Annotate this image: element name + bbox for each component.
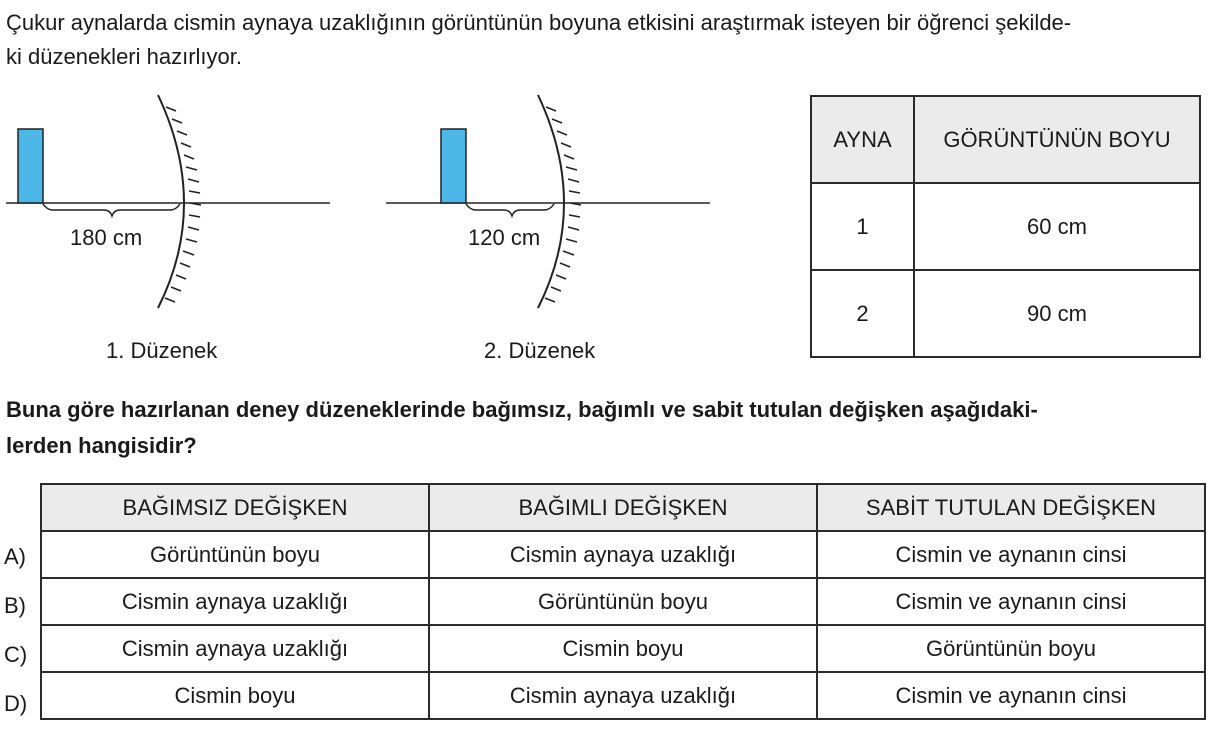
option-letter-b[interactable]: B) (4, 593, 26, 618)
results-row (811, 270, 1200, 357)
answer-cell: Cismin aynaya uzaklığı (429, 531, 817, 578)
answers-header-cell: BAĞIMLI DEĞİŞKEN (429, 484, 817, 531)
distance-brace (43, 204, 180, 216)
results-cell: 2 (811, 270, 914, 357)
option-letters (4, 532, 27, 728)
setup-caption-2: 2. Düzenek (484, 338, 596, 363)
answer-cell: Cismin ve aynanın cinsi (817, 672, 1205, 719)
setup-1 (0, 90, 340, 370)
question-line-2: lerden hangisidir? (6, 433, 197, 458)
answer-cell: Görüntünün boyu (429, 578, 817, 625)
answer-row-d[interactable] (41, 672, 1205, 719)
answer-row-b[interactable] (41, 578, 1205, 625)
answer-row-c[interactable] (41, 625, 1205, 672)
answer-cell: Cismin ve aynanın cinsi (817, 531, 1205, 578)
option-letter-c[interactable]: C) (4, 642, 28, 667)
results-cell: 1 (811, 183, 914, 270)
answer-row-a[interactable] (41, 531, 1205, 578)
setup-1-diagram (0, 90, 340, 370)
distance-label-2: 120 cm (468, 225, 541, 250)
answers-header-cell: SABİT TUTULAN DEĞİŞKEN (817, 484, 1205, 531)
question-line-1: Buna göre hazırlanan deney düzeneklerinde bağımsız, bağımlı ve sabit tutulan değişken aşağıdaki- (6, 397, 1038, 422)
option-letter-d[interactable]: D) (4, 691, 28, 716)
results-table (810, 95, 1201, 358)
answer-cell: Görüntünün boyu (817, 625, 1205, 672)
setup-2 (380, 90, 720, 370)
distance-label-1: 180 cm (70, 225, 143, 250)
question-text (6, 392, 1211, 464)
object-bar (18, 129, 43, 203)
results-header-row (811, 96, 1200, 183)
setup-2-diagram (380, 90, 720, 370)
answers-header-row (41, 484, 1205, 531)
intro-line-2: ki düzenekleri hazırlıyor. (6, 44, 242, 69)
answer-cell: Cismin aynaya uzaklığı (41, 578, 429, 625)
answer-cell: Cismin aynaya uzaklığı (41, 625, 429, 672)
intro-line-1: Çukur aynalarda cismin aynaya uzaklığının görüntünün boyuna etkisini araştırmak isteyen bir öğrenci şekilde- (6, 10, 1072, 35)
answer-cell: Cismin ve aynanın cinsi (817, 578, 1205, 625)
answer-cell: Görüntünün boyu (41, 531, 429, 578)
object-bar (441, 129, 466, 203)
intro-text (6, 6, 1211, 74)
results-cell: 60 cm (914, 183, 1200, 270)
answer-cell: Cismin aynaya uzaklığı (429, 672, 817, 719)
results-cell: 90 cm (914, 270, 1200, 357)
answers-header-cell: BAĞIMSIZ DEĞİŞKEN (41, 484, 429, 531)
results-header-cell: GÖRÜNTÜNÜN BOYU (914, 96, 1200, 183)
option-letter-a[interactable]: A) (4, 544, 26, 569)
results-row (811, 183, 1200, 270)
answer-cell: Cismin boyu (41, 672, 429, 719)
answer-cell: Cismin boyu (429, 625, 817, 672)
results-header-cell: AYNA (811, 96, 914, 183)
answers-table (40, 483, 1206, 720)
setup-caption-1: 1. Düzenek (106, 338, 218, 363)
distance-brace (466, 204, 554, 216)
